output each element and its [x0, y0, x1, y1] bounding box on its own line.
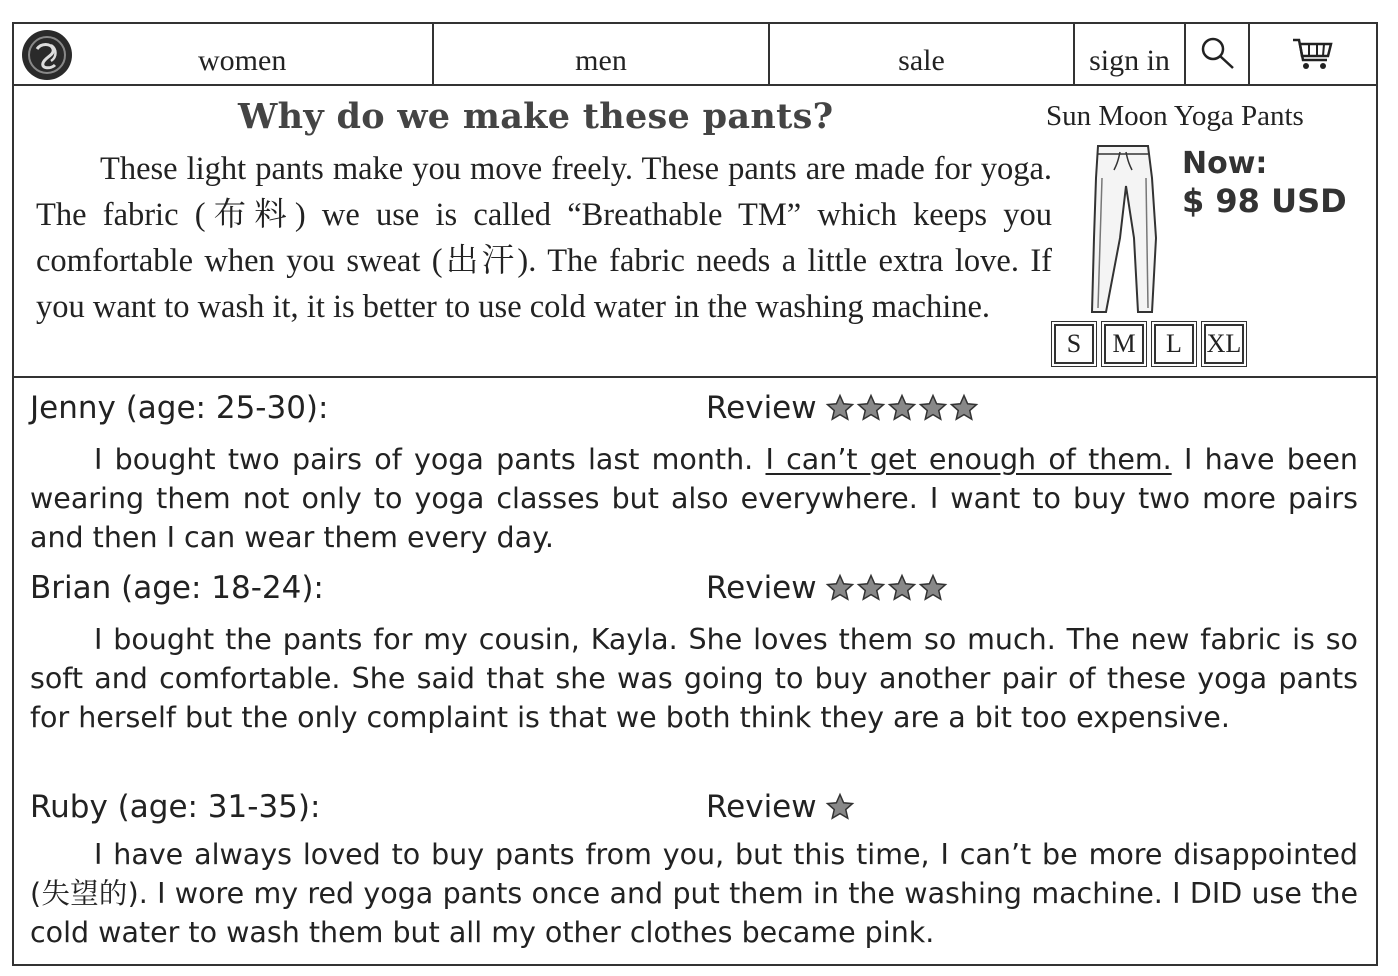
star-rating — [825, 792, 855, 822]
review-body-jenny — [30, 440, 1358, 557]
nav-women-link[interactable]: women — [198, 44, 287, 77]
review-author-ruby: Ruby (age: 31-35): — [30, 789, 321, 825]
star-rating — [825, 573, 948, 603]
review-label: Review — [706, 570, 817, 606]
review-text: I bought two pairs of yoga pants last month. — [94, 443, 766, 476]
star-icon — [856, 393, 886, 423]
review-text: I have been wearing them not only to yoga classes but also everywhere. I want to buy two more pairs and then I can wear them every day. — [30, 443, 1358, 554]
yoga-logo-icon[interactable] — [22, 30, 72, 80]
product-name[interactable]: Sun Moon Yoga Pants — [1046, 100, 1304, 132]
review-author-jenny: Jenny (age: 25-30): — [30, 390, 329, 426]
webpage-frame — [12, 22, 1378, 966]
article-body: These light pants make you move freely. These pants are made for yoga. The fabric (布料) we use is called “Breathable TM” which keeps you comfortable when you sweat (出汗). The fabric needs a little extra love. If you want to wash it, it is better to use cold water in the washing machine. — [36, 151, 1052, 325]
size-option-m[interactable]: M — [1104, 324, 1144, 364]
star-icon — [949, 393, 979, 423]
article-title: Why do we make these pants? — [238, 96, 834, 137]
review-label: Review — [706, 789, 817, 825]
size-option-s[interactable]: S — [1054, 324, 1094, 364]
star-icon — [887, 573, 917, 603]
star-rating — [825, 393, 979, 423]
cart-button[interactable] — [1250, 24, 1376, 84]
yoga-pants-icon[interactable] — [1076, 138, 1176, 318]
star-icon — [825, 792, 855, 822]
review-body-ruby: I have always loved to buy pants from you, but this time, I can’t be more disappointed (失望的). I wore my red yoga pants once and put them in the washing machine. I DID use the cold water to wash them but all my other clothes became pink. — [30, 838, 1358, 949]
product-price: $ 98 USD — [1182, 182, 1347, 220]
nav-men-link[interactable]: men — [434, 24, 770, 84]
star-icon — [825, 573, 855, 603]
star-icon — [918, 573, 948, 603]
star-icon — [856, 573, 886, 603]
review-author-brian: Brian (age: 18-24): — [30, 570, 324, 606]
top-navigation — [14, 24, 1376, 86]
size-selector — [1054, 324, 1244, 364]
product-section — [14, 86, 1376, 378]
nav-women-cell — [14, 24, 434, 84]
review-rating-ruby — [706, 789, 855, 825]
review-rating-jenny — [706, 390, 979, 426]
size-option-xl[interactable]: XL — [1204, 324, 1244, 364]
review-label: Review — [706, 390, 817, 426]
price-now-label: Now: — [1182, 146, 1268, 181]
search-icon — [1197, 34, 1237, 74]
review-rating-brian — [706, 570, 948, 606]
cart-icon — [1291, 36, 1335, 72]
nav-sign-in-link[interactable]: sign in — [1075, 24, 1186, 84]
review-underlined-text: I can’t get enough of them. — [765, 443, 1172, 476]
size-option-l[interactable]: L — [1154, 324, 1194, 364]
star-icon — [918, 393, 948, 423]
star-icon — [825, 393, 855, 423]
search-button[interactable] — [1186, 24, 1250, 84]
star-icon — [887, 393, 917, 423]
nav-sale-link[interactable]: sale — [770, 24, 1075, 84]
review-body-brian: I bought the pants for my cousin, Kayla. She loves them so much. The new fabric is so soft and comfortable. She said that she was going to buy another pair of these yoga pants for herself but the only complaint is that we both think they are a bit too expensive. — [30, 623, 1358, 734]
